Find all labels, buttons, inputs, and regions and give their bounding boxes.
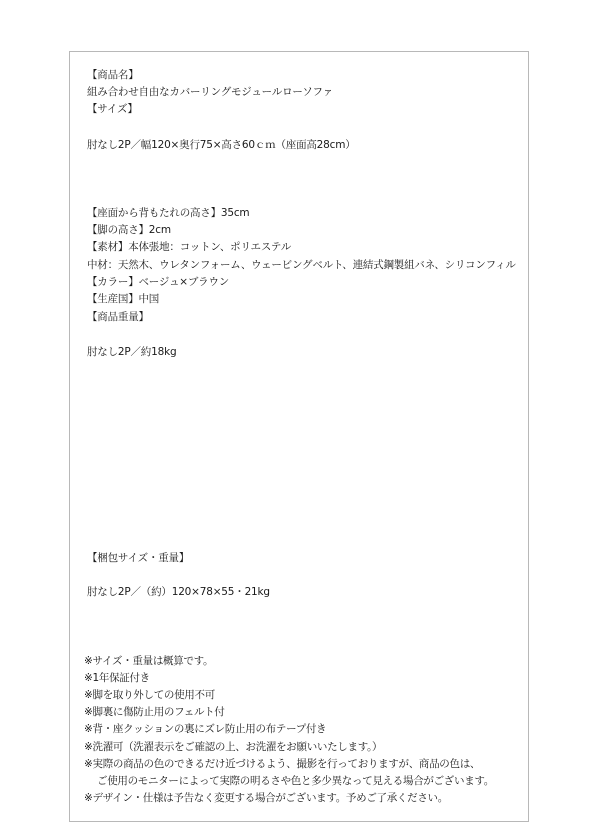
note-item: ※脚裏に傷防止用のフェルト付 bbox=[84, 706, 225, 718]
filling: 中材：天然木、ウレタンフォーム、ウェービングベルト、連結式鋼製組バネ、シリコンフィル bbox=[87, 259, 516, 271]
product-name: 組み合わせ自由なカバーリングモジュールローソファ bbox=[87, 86, 333, 98]
size-heading: 【サイズ】 bbox=[87, 103, 138, 115]
note-item: ※脚を取り外しての使用不可 bbox=[84, 689, 215, 701]
origin: 【生産国】中国 bbox=[87, 293, 160, 305]
product-name-heading: 【商品名】 bbox=[87, 69, 139, 81]
note-item-continuation: ご使用のモニターによって実際の明るさや色と多少異なって見える場合がございます。 bbox=[97, 775, 494, 787]
note-item: ※1年保証付き bbox=[84, 672, 150, 684]
note-item: ※サイズ・重量は概算です。 bbox=[84, 655, 214, 667]
note-item: ※背・座クッションの裏にズレ防止用の布テープ付き bbox=[84, 723, 327, 735]
package-heading: 【梱包サイズ・重量】 bbox=[87, 552, 190, 564]
seat-to-back-height: 【座面から背もたれの高さ】35cm bbox=[87, 207, 250, 219]
note-item: ※実際の商品の色のできるだけ近づけるよう、撮影を行っておりますが、商品の色は、 bbox=[84, 758, 481, 770]
note-item: ※デザイン・仕様は予告なく変更する場合がございます。予めご了承ください。 bbox=[84, 792, 448, 804]
note-item: ※洗濯可（洗濯表示をご確認の上、お洗濯をお願いいたします。） bbox=[84, 741, 383, 753]
leg-height: 【脚の高さ】2cm bbox=[87, 224, 171, 236]
package-value: 肘なし2P／（約）120×78×55・21kg bbox=[87, 586, 270, 598]
size-value: 肘なし2P／幅120×奥行75×高さ60ｃｍ（座面高28cm） bbox=[87, 139, 356, 151]
material: 【素材】本体張地：コットン、ポリエステル bbox=[87, 241, 292, 253]
weight-heading: 【商品重量】 bbox=[87, 311, 149, 323]
color: 【カラー】ベージュ×ブラウン bbox=[87, 276, 230, 288]
weight-value: 肘なし2P／約18kg bbox=[87, 346, 177, 358]
